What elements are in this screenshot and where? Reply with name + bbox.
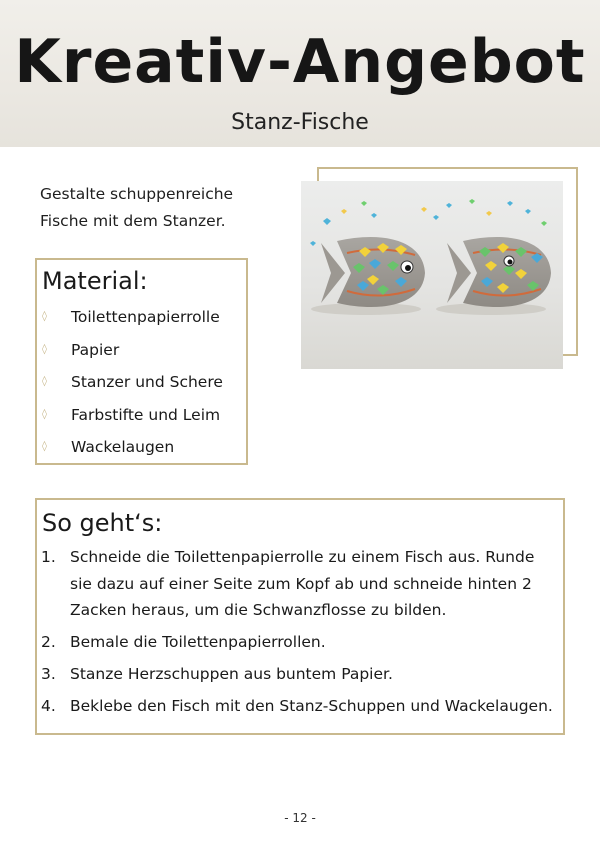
step-number: 1. (41, 548, 56, 566)
material-item-label: Wackelaugen (71, 438, 175, 456)
step-text: Schneide die Toilettenpapierrolle zu einem Fisch aus. Runde sie dazu auf einer Seite zum Kopf ab und schneide hinten 2 Zacken heraus, um die Schwanzflosse zu bilden. (70, 548, 535, 619)
instructions-list (41, 544, 556, 725)
step-text: Beklebe den Fisch mit den Stanz-Schuppen und Wackelaugen. (70, 697, 553, 715)
list-item (42, 302, 223, 335)
diamond-icon: ◊ (42, 376, 47, 387)
material-item-label: Toilettenpapierrolle (71, 308, 220, 326)
page-title: Kreativ-Angebot (14, 27, 586, 97)
instructions-title: So geht‘s: (42, 509, 163, 537)
diamond-icon: ◊ (42, 441, 47, 452)
step-number: 4. (41, 697, 56, 715)
diamond-icon: ◊ (42, 343, 47, 355)
list-item (42, 367, 223, 400)
material-list (42, 302, 223, 465)
page-header (0, 0, 600, 147)
material-item-label: Stanzer und Schere (71, 373, 223, 391)
instructions-box (35, 498, 565, 735)
step-text: Stanze Herzschuppen aus buntem Papier. (70, 665, 393, 683)
list-item (42, 335, 223, 368)
fish-craft-illustration (301, 181, 563, 369)
step-number: 3. (41, 665, 56, 683)
material-item-label: Farbstifte und Leim (71, 405, 221, 424)
list-item (41, 544, 556, 624)
list-item (41, 629, 556, 656)
intro-line-2: Fische mit dem Stanzer. (40, 212, 226, 230)
step-number: 2. (41, 633, 56, 651)
material-item-label: Papier (71, 340, 120, 359)
fish-craft-photo (301, 181, 563, 369)
material-box (35, 258, 248, 465)
step-text: Bemale die Toilettenpapierrollen. (70, 633, 326, 651)
diamond-icon: ◊ (42, 408, 47, 420)
page-number: - 12 - (284, 811, 316, 825)
diamond-icon: ◊ (42, 311, 47, 322)
intro-line-1: Gestalte schuppenreiche (40, 185, 234, 203)
list-item (42, 400, 223, 433)
material-title: Material: (42, 267, 148, 295)
page-subtitle: Stanz-Fische (231, 110, 369, 135)
list-item (41, 661, 556, 688)
intro-text (40, 181, 270, 235)
list-item (41, 693, 556, 720)
list-item (42, 432, 223, 465)
